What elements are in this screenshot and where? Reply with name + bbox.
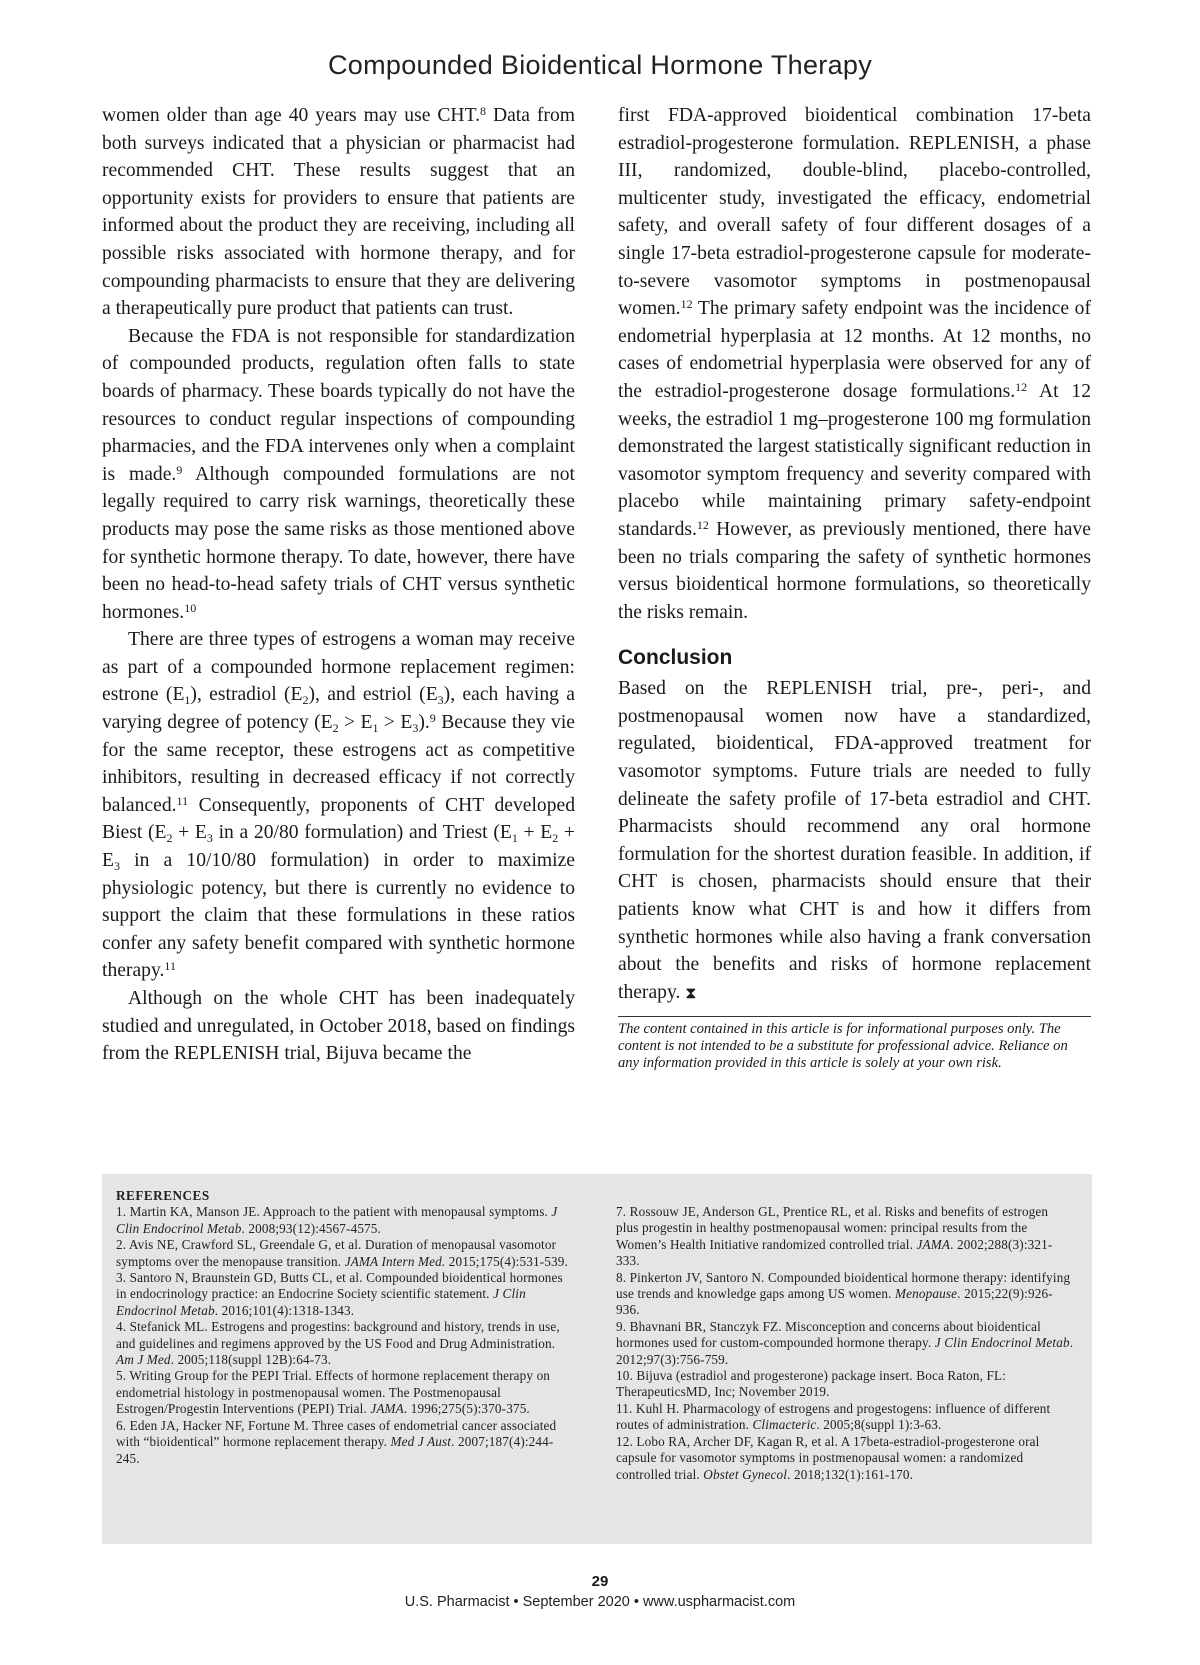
reference-item: 7. Rossouw JE, Anderson GL, Prentice RL, et al. Risks and benefits of estrogen plus progestin in healthy postmenopausal women: principal results from the Women’s Health Initiative randomized controlled trial. JAMA. 2002;288(3):321-333. — [616, 1204, 1053, 1269]
citation: 9 — [176, 462, 183, 477]
paragraph: Because the FDA is not responsible for standardization of compounded products, regulation often falls to state boards of pharmacy. These boards typically do not have the resources to conduct regular inspections of compounding pharmacies, and the FDA intervenes only when a complaint is made.$^9$ Although compounded formulations are not legally required to carry risk warnings, theoretically these products may pose the same risks as those mentioned above for synthetic hormone therapy. To date, however, there have been no head-to-head safety trials of CHT versus synthetic hormones.$^{10}$ — [102, 325, 576, 623]
page-footer — [0, 1573, 1200, 1613]
reference-item: 9. Bhavnani BR, Stanczyk FZ. Misconception and concerns about bioidentical hormones used for custom-compounded hormone therapy. J Clin Endocrinol Metab. 2012;97(3):756-759. — [616, 1318, 1074, 1367]
citation: 12 — [1015, 379, 1028, 394]
references-title: REFERENCES — [116, 1188, 210, 1203]
citation: 11 — [164, 959, 176, 974]
references-box — [102, 1174, 1092, 1544]
reference-item: 1. Martin KA, Manson JE. Approach to the patient with menopausal symptoms. J Clin Endocrinol Metab. 2008;93(12):4567-4575. — [116, 1204, 558, 1236]
citation: 11 — [176, 793, 189, 808]
reference-item: 5. Writing Group for the PEPI Trial. Effects of hormone replacement therapy on endometrial histology in postmenopausal women. The Postmenopausal Estrogen/Progestin Interventions (PEPI) Trial. JAMA. 1996;275(5):370-375. — [116, 1368, 551, 1417]
reference-item: 2. Avis NE, Crawford SL, Greendale G, et al. Duration of menopausal vasomotor symptoms over the menopause transition. JAMA Intern Med. 2015;175(4):531-539. — [116, 1237, 568, 1269]
citation: 12 — [696, 517, 709, 532]
reference-item: 3. Santoro N, Braunstein GD, Butts CL, et al. Compounded bioidentical hormones in endocrinology practice: an Endocrine Society scientific statement. J Clin Endocrinol Metab. 2016;101(4):1318-1343. — [116, 1270, 563, 1318]
reference-item: 6. Eden JA, Hacker NF, Fortune M. Three cases of endometrial cancer associated with “bioidentical” hormone replacement therapy. Med J Aust. 2007;187(4):244-245. — [116, 1417, 557, 1466]
right-column — [618, 102, 1091, 1071]
citation: 12 — [680, 297, 693, 312]
paragraph: There are three types of estrogens a woman may receive as part of a compounded hormone replacement regimen: estrone $(E_1)$, estradiol $(E_2)$, and estriol $(E_3)$, each having a varying degree of potency $(E_2 > E_1 > E_3).^9$ Because they vie for the same receptor, these estrogens act as competitive inhibitors, resulting in decreased efficacy if not correctly balanced.$^{11}$ Consequently, proponents of CHT developed Biest ($E_2 + E_3$ in a 20/80 formulation) and Triest ($E_1 + E_2 + E_3$ in a 10/10/80 formulation) in order to maximize physiologic potency, but there is currently no evidence to support the claim that these formulations in these ratios confer any safety benefit compared with synthetic hormone therapy.$^{11}$ — [102, 629, 576, 982]
paragraph: Although on the whole CHT has been inadequately studied and unregulated, in October 2018, based on findings from the REPLENISH trial, Bijuva became the — [102, 988, 575, 1065]
citation: 8 — [479, 104, 486, 118]
reference-item: 10. Bijuva (estradiol and progesterone) package insert. Boca Raton, FL: TherapeuticsMD, Inc; November 2019. — [616, 1368, 1007, 1400]
references-column — [616, 1204, 1074, 1483]
page-number: 29 — [591, 1573, 609, 1590]
citation: 9 — [429, 711, 436, 726]
reference-item: 11. Kuhl H. Pharmacology of estrogens and progestogens: influence of different routes of administration. Climacteric. 2005;8(suppl 1):3-63. — [616, 1400, 1051, 1433]
reference-item: 8. Pinkerton JV, Santoro N. Compounded bioidentical hormone therapy: identifying use trends and knowledge gaps among US women. Menopause. 2015;22(9):926-936. — [616, 1269, 1071, 1318]
paragraph: first FDA-approved bioidentical combination 17-beta estradiol-progesterone formulation. REPLENISH, a phase III, randomized, double-blind, placebo-controlled, multicenter study, investigated the efficacy, endometrial safety, and overall safety of four different dosages of a single 17-beta estradiol-progesterone capsule for moderate-to-severe vasomotor symptoms in postmenopausal women.$^{12}$ The primary safety endpoint was the incidence of endometrial hyperplasia at 12 months. At 12 months, no cases of endometrial hyperplasia were observed for any of the estradiol-progesterone dosage formulations.$^{12}$ At 12 weeks, the estradiol 1 mg–progesterone 100 mg formulation demonstrated the largest statistically significant reduction in vasomotor symptom frequency and severity compared with placebo while maintaining primary safety-endpoint standards.$^{12}$ However, as previously mentioned, there have been no trials comparing the safety of synthetic hormones versus bioidentical hormone formulations, so theoretically the risks remain. — [618, 105, 1091, 623]
publication-line: U.S. Pharmacist • September 2020 • www.uspharmacist.com — [404, 1594, 796, 1610]
citation: 10 — [184, 600, 197, 615]
references-column — [116, 1188, 574, 1467]
paragraph: women older than age 40 years may use CHT.$^8$ Data from both surveys indicated that a physician or pharmacist had recommended CHT. These results suggest that an opportunity exists for providers to ensure that patients are informed about the product they are receiving, including all possible risks associated with hormone therapy, and for compounding pharmacists to ensure that they are delivering a therapeutically pure product that patients can trust. — [102, 104, 575, 320]
left-column — [102, 102, 575, 1068]
section-heading: Conclusion — [618, 646, 733, 670]
running-header: Compounded Bioidentical Hormone Therapy — [327, 50, 872, 80]
paragraph: Based on the REPLENISH trial, pre-, peri-, and postmenopausal women now have a standardized, regulated, bioidentical, FDA-approved treatment for vasomotor symptoms. Future trials are needed to fully delineate the safety profile of 17-beta estradiol and CHT. Pharmacists should recommend any oral hormone formulation for the shortest duration feasible. In addition, if CHT is chosen, pharmacists should ensure that their patients know what CHT is and how it differs from synthetic hormones while also having a frank conversation about the benefits and risks of hormone replacement therapy. ⧗ — [618, 678, 1091, 1003]
disclaimer: The content contained in this article is for informational purposes only. The content is not intended to be a substitute for professional advice. Reliance on any information provided in this article is solely at your own risk. — [618, 1016, 1091, 1071]
reference-item: 12. Lobo RA, Archer DF, Kagan R, et al. A 17beta-estradiol-progesterone oral capsule for vasomotor symptoms in postmenopausal women: a randomized controlled trial. Obstet Gynecol. 2018;132(1):161-170. — [616, 1433, 1040, 1482]
reference-item: 4. Stefanick ML. Estrogens and progestins: background and history, trends in use, and guidelines and regimens approved by the US Food and Drug Administration. Am J Med. 2005;118(suppl 12B):64-73. — [116, 1319, 560, 1368]
end-mark-icon: ⧗ — [685, 982, 697, 1002]
